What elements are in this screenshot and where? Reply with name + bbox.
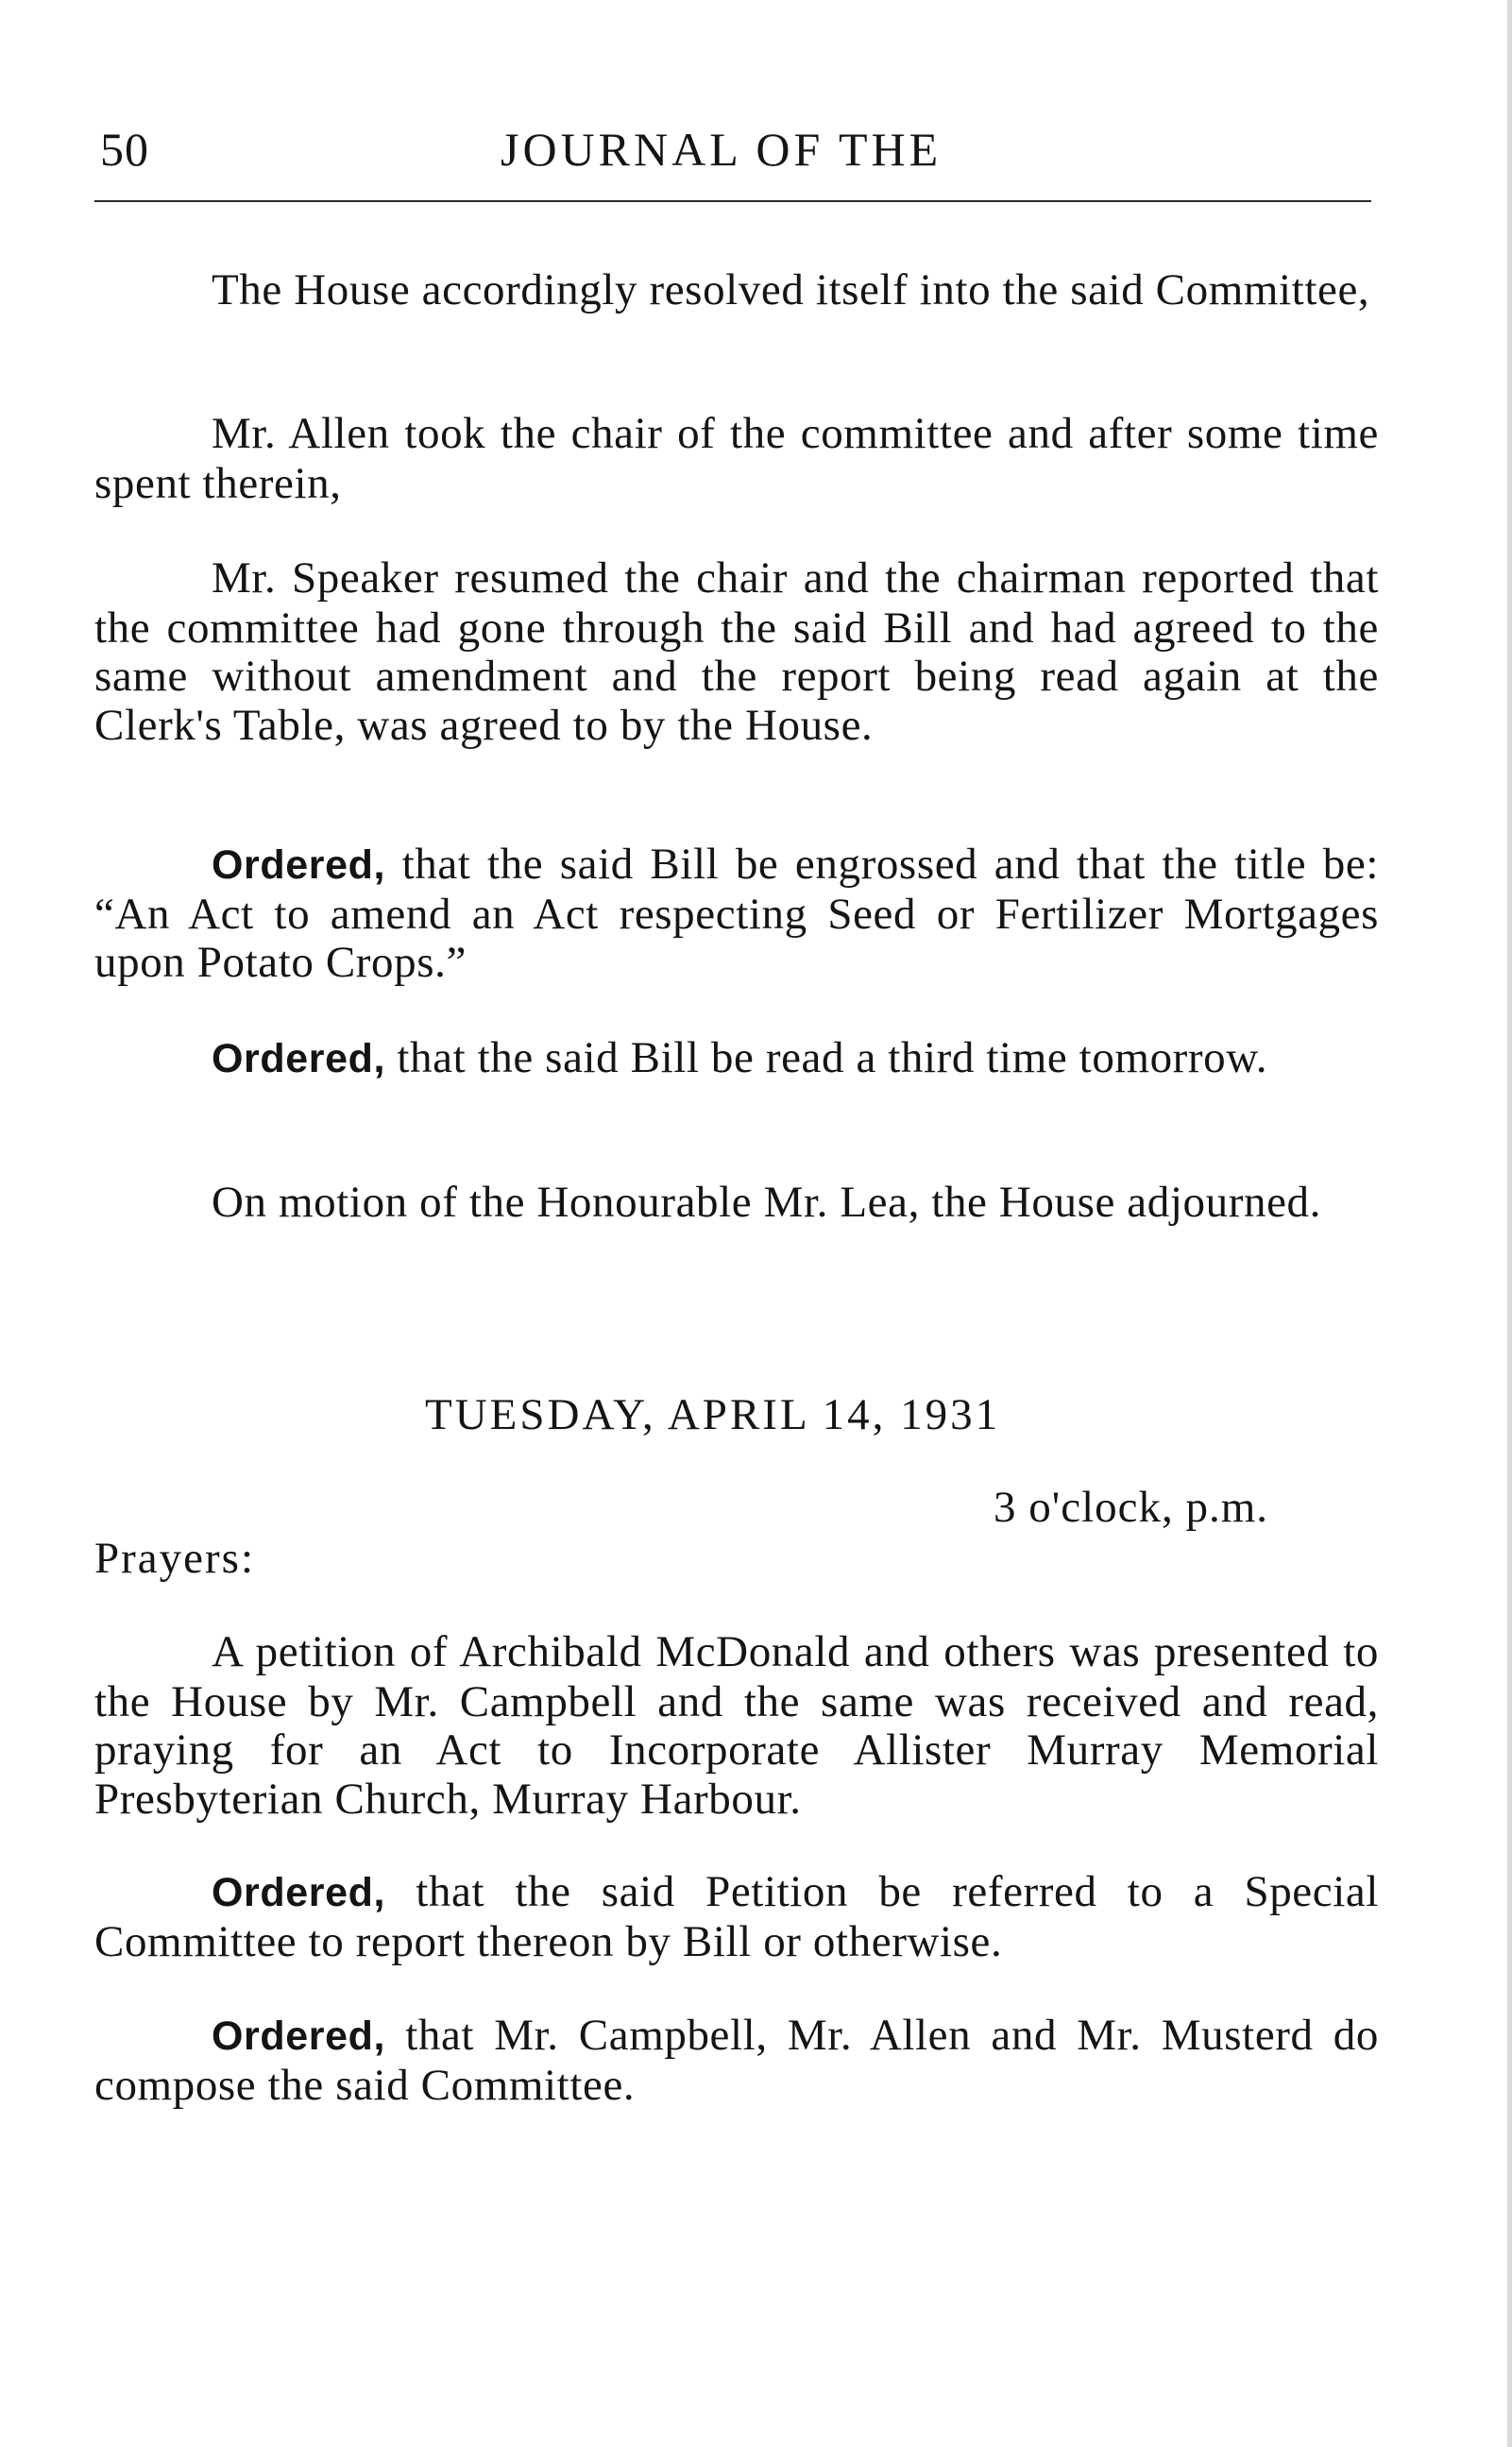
paragraph-chair-taken xyxy=(94,410,1379,508)
header-rule xyxy=(94,200,1371,202)
paragraph-ordered-engrossed xyxy=(94,841,1379,988)
paragraph-lead: Ordered, xyxy=(212,1870,386,1915)
paragraph-speaker-resumed xyxy=(94,554,1379,750)
paragraph-text: The House accordingly resolved itself into the said Committee, xyxy=(212,265,1370,314)
sitting-time: 3 o'clock, p.m. xyxy=(994,1483,1269,1532)
paragraph-ordered-third-reading xyxy=(94,1034,1379,1084)
paragraph-text: that the said Bill be read a third time tomorrow. xyxy=(385,1033,1268,1082)
paragraph-adjourned xyxy=(94,1179,1379,1229)
paragraph-lead: Ordered, xyxy=(212,842,386,888)
paragraph-text: that the said Bill be engrossed and that the title be: “An Act to amend an Act respecting Seed or Fertilizer Mortgages upon Potato Crops.” xyxy=(94,840,1379,987)
paragraph-ordered-special-committee xyxy=(94,1868,1379,1966)
prayers-label: Prayers: xyxy=(94,1534,256,1583)
paragraph-text: that Mr. Campbell, Mr. Allen and Mr. Musterd do compose the said Committee. xyxy=(94,2011,1379,2110)
scan-edge xyxy=(1507,0,1512,2447)
paragraph-petition xyxy=(94,1628,1379,1824)
sitting-date-heading: TUESDAY, APRIL 14, 1931 xyxy=(425,1390,1001,1439)
page-header xyxy=(94,121,1379,187)
paragraph-lead: Ordered, xyxy=(212,2014,386,2059)
paragraph-lead: Ordered, xyxy=(212,1036,386,1081)
paragraph-text: A petition of Archibald McDonald and others was presented to the House by Mr. Campbell and the same was received and read, praying for an Act to Incorporate Allister Murray Memorial Presbyterian Church, Murray Harbour. xyxy=(94,1627,1379,1824)
paragraph-text: that the said Petition be referred to a Special Committee to report thereon by Bill or otherwise. xyxy=(94,1867,1379,1966)
paragraph-committee-of-whole xyxy=(94,266,1379,316)
running-head: JOURNAL OF THE xyxy=(501,123,943,176)
paragraph-ordered-committee-members xyxy=(94,2012,1379,2110)
paragraph-text: Mr. Speaker resumed the chair and the chairman reported that the committee had gone through the said Bill and had agreed to the same without amendment and the report being read again at the Clerk's Table, was agreed to by the House. xyxy=(94,553,1379,750)
page-number: 50 xyxy=(100,123,149,176)
paragraph-text: On motion of the Honourable Mr. Lea, the House adjourned. xyxy=(212,1178,1321,1227)
paragraph-text: Mr. Allen took the chair of the committee and after some time spent therein, xyxy=(94,409,1379,508)
